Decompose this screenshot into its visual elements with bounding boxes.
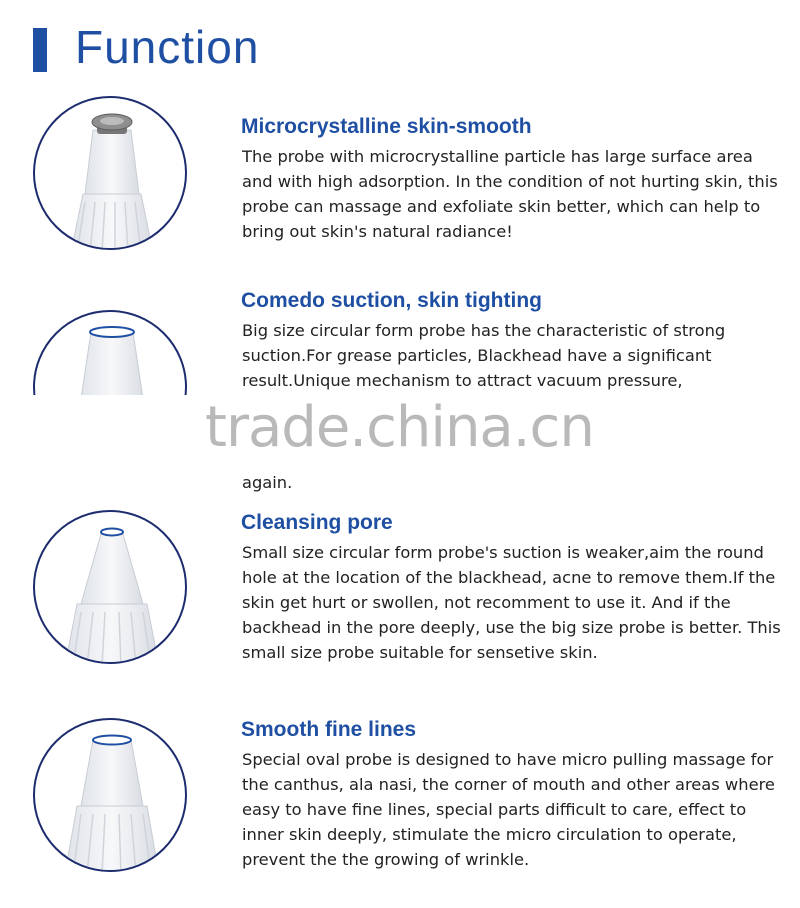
item-description: Big size circular form probe has the characteristic of strong suction.For grease particles, Blackhead have a significant result.Unique mechanism to attract vacuum pressure, [242,321,726,390]
item-description: Special oval probe is designed to have micro pulling massage for the canthus, ala nasi, the corner of mouth and other areas where easy to have fine lines, special parts difficult to care, effect to inner skin deeply, stimulate the micro circulation to operate, prevent the the growing of wrinkle. [242,750,775,869]
item-title: Cleansing pore [241,511,393,534]
small-circular-probe-image [33,510,187,664]
item-title: Comedo suction, skin tighting [241,289,542,312]
item-description: Small size circular form probe's suction is weaker,aim the round hole at the location of the blackhead, acne to remove them.If the skin get hurt or swollen, not recomment to use it. And if the backhead in the pore deeply, use the big size probe is better. This small size probe suitable for sensetive skin. [242,543,781,662]
microcrystalline-probe-image [33,96,187,250]
item-description-end: again. [242,473,293,492]
item-description: The probe with microcrystalline particle has large surface area and with high adsorption. In the condition of not hurting skin, this probe can massage and exfoliate skin better, which can help to bring out skin's natural radiance! [242,147,778,241]
oval-probe-image [33,718,187,872]
header-accent-bar [33,28,47,72]
page-title: Function [75,21,260,73]
item-title: Smooth fine lines [241,718,417,741]
item-title: Microcrystalline skin-smooth [241,115,532,138]
watermark-text: trade.china.cn [205,395,594,460]
